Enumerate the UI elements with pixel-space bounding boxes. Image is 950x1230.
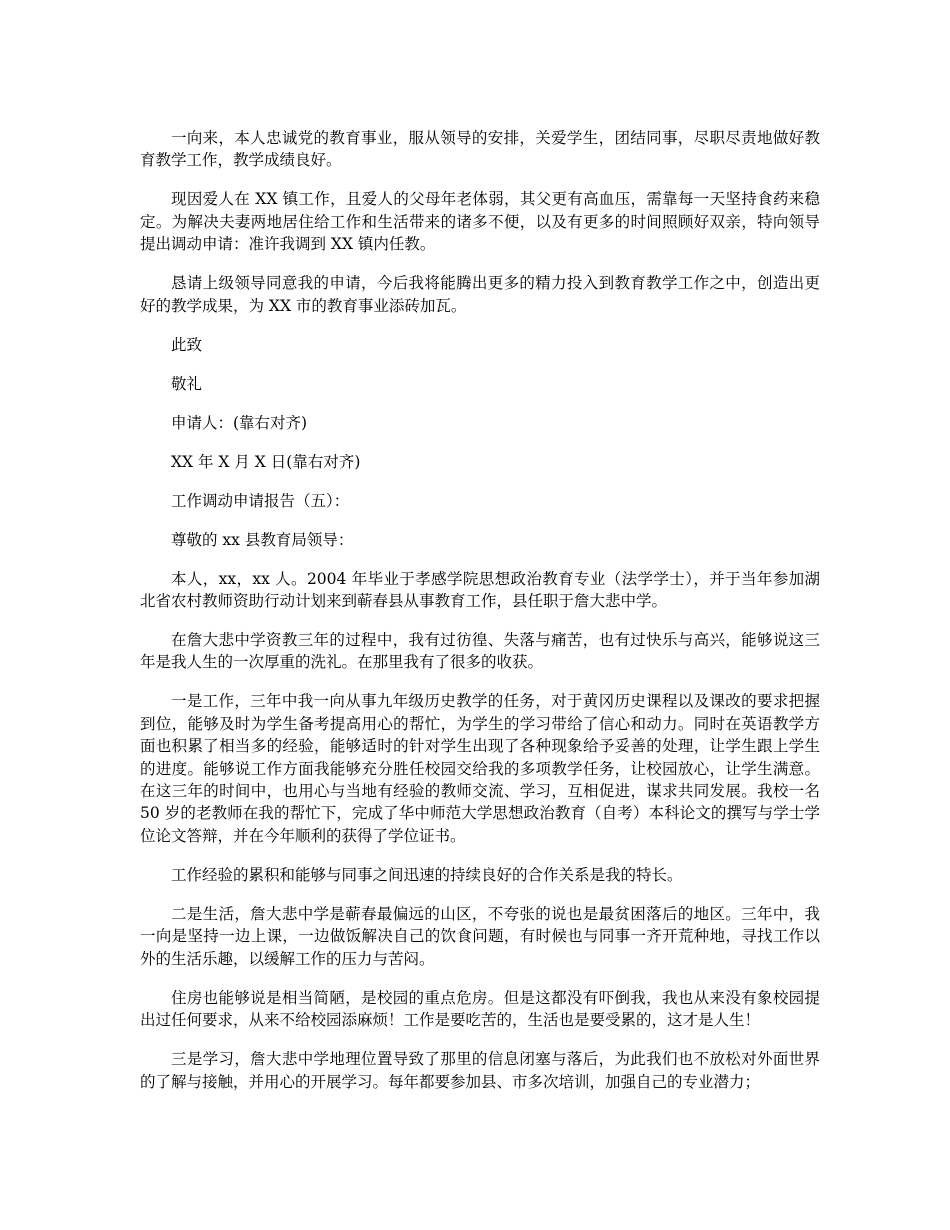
- paragraph: 住房也能够说是相当简陋，是校园的重点危房。但是这都没有吓倒我，我也从来没有象校园提出过任何要求，从来不给校园添麻烦！工作是要吃苦的，生活也是要受累的，这才是人生！: [140, 988, 820, 1030]
- paragraph: 一向来，本人忠诚党的教育事业，服从领导的安排，关爱学生，团结同事，尽职尽责地做好教育教学工作，教学成绩良好。: [140, 129, 820, 170]
- closing-salutation: 此致: [171, 335, 203, 354]
- applicant-line: 申请人：(靠右对齐): [171, 413, 308, 432]
- date-line: XX 年 X 月 X 日(靠右对齐): [171, 452, 361, 471]
- section-title: 工作调动申请报告（五）：: [171, 491, 350, 510]
- closing-regards: 敬礼: [171, 374, 203, 393]
- paragraph: 一是工作，三年中我一向从事九年级历史教学的任务，对于黄冈历史课程以及课改的要求把握到位，能够及时为学生备考提高用心的帮忙，为学生的学习带给了信心和动力。同时在英语教学方面也积累了相当多的经验，能够适时的针对学生出现了各种现象给予妥善的处理，让学生跟上学生的进度。能够说工作方面我能够充分胜任校园交给我的多项教学任务，让校园放心，让学生满意。在这三年的时间中，也用心与当地有经验的教师交流、学习，互相促进，谋求共同发展。我校一名 50 岁的老教师在我的帮忙下，完成了华中师范大学思想政治教育（自考）本科论文的撰写与学士学位论文答辩，并在今年顺利的获得了学位证书。: [140, 692, 820, 845]
- document-body: [140, 127, 820, 1110]
- paragraph: 三是学习，詹大悲中学地理位置导致了那里的信息闭塞与落后，为此我们也不放松对外面世界的了解与接触，并用心的开展学习。每年都要参加县、市多次培训，加强自己的专业潜力；: [140, 1050, 820, 1091]
- paragraph: 现因爱人在 XX 镇工作，且爱人的父母年老体弱，其父更有高血压，需靠每一天坚持食药来稳定。为解决夫妻两地居住给工作和生活带来的诸多不便，以及有更多的时间照顾好双亲，特向领导提出调动申请：准许我调到 XX 镇内任教。: [140, 190, 820, 254]
- greeting: 尊敬的 xx 县教育局领导：: [171, 530, 354, 549]
- paragraph: 在詹大悲中学资教三年的过程中，我有过彷徨、失落与痛苦，也有过快乐与高兴，能够说这三年是我人生的一次厚重的洗礼。在那里我有了很多的收获。: [140, 631, 820, 672]
- paragraph: 恳请上级领导同意我的申请，今后我将能腾出更多的精力投入到教育教学工作之中，创造出更好的教学成果，为 XX 市的教育事业添砖加瓦。: [140, 274, 820, 315]
- paragraph: 本人，xx，xx 人。2004 年毕业于孝感学院思想政治教育专业（法学学士），并于当年参加湖北省农村教师资助行动计划来到蕲春县从事教育工作，县任职于詹大悲中学。: [140, 569, 820, 611]
- paragraph: 二是生活，詹大悲中学是蕲春最偏远的山区，不夸张的说也是最贫困落后的地区。三年中，我一向是坚持一边上课，一边做饭解决自己的饮食问题，有时候也与同事一齐开荒种地，寻找工作以外的生活乐趣，以缓解工作的压力与苦闷。: [140, 904, 820, 968]
- paragraph: 工作经验的累积和能够与同事之间迅速的持续良好的合作关系是我的特长。: [171, 865, 683, 884]
